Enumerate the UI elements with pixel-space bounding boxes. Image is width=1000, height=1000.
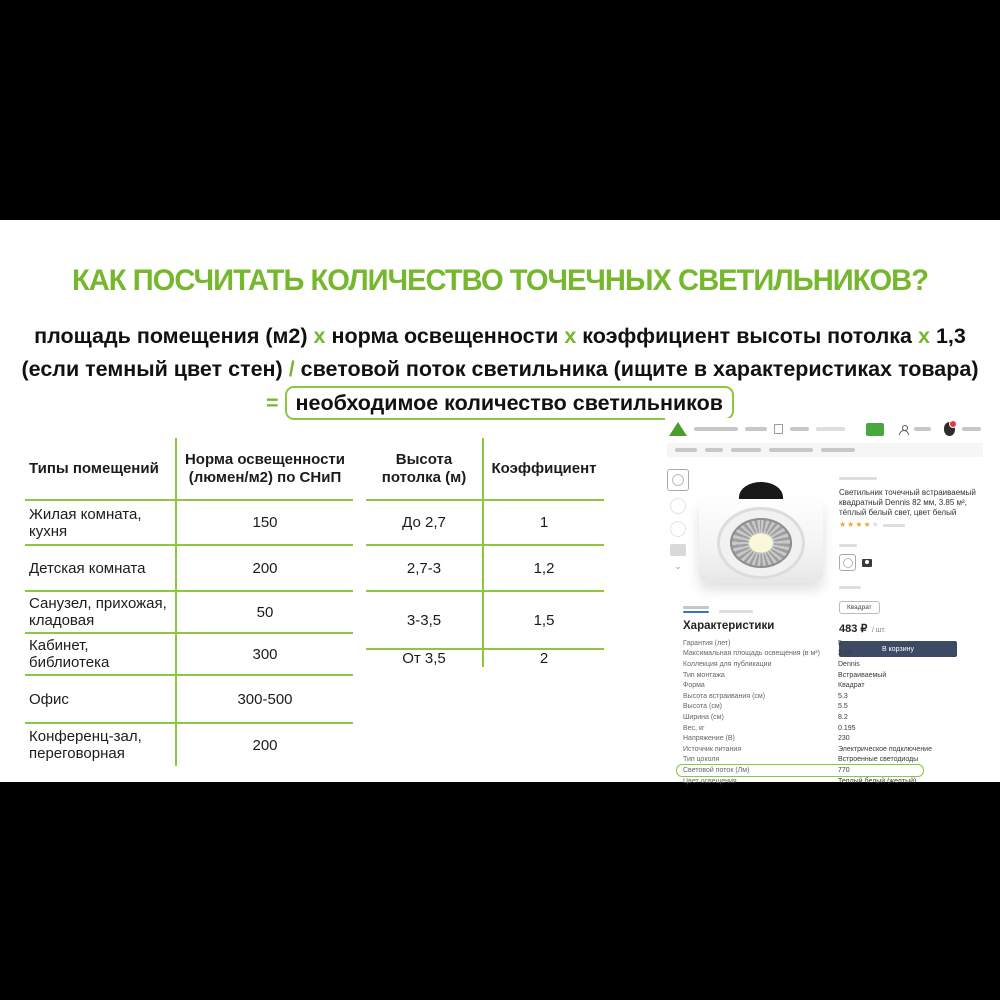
spec-label: Источник питания bbox=[683, 745, 742, 753]
spec-value: Теплый белый (желтый) bbox=[838, 777, 917, 785]
table-cell: 300 bbox=[252, 645, 278, 663]
spec-row bbox=[665, 744, 985, 755]
camera-icon[interactable] bbox=[862, 559, 872, 567]
spec-value: Квадрат bbox=[838, 682, 865, 690]
table-cell: Конференц-зал, переговорная bbox=[25, 724, 177, 766]
table-header-row bbox=[366, 438, 604, 501]
specs-list bbox=[665, 638, 985, 786]
spec-row bbox=[665, 723, 985, 734]
spec-label: Форма bbox=[683, 682, 705, 690]
column-header-room-types: Типы помещений bbox=[25, 438, 177, 499]
price-value: 483 ₽ bbox=[839, 623, 868, 635]
spec-label: Световой поток (Лм) bbox=[683, 766, 750, 774]
add-to-cart-button[interactable]: В корзину bbox=[839, 641, 957, 657]
shop-header bbox=[665, 418, 985, 440]
star-rating[interactable]: ★★★★★ bbox=[839, 520, 981, 529]
spec-row bbox=[665, 670, 985, 681]
spec-value: 5 bbox=[838, 639, 842, 647]
table-cell: 1,2 bbox=[533, 559, 555, 577]
divide-operator: / bbox=[288, 357, 295, 381]
spec-value: Dennis bbox=[838, 660, 860, 668]
table-row bbox=[366, 501, 604, 546]
table-row bbox=[25, 634, 353, 676]
formula-part-flux: световой поток светильника (ищите в характеристиках товара) bbox=[300, 357, 979, 381]
thumbnail[interactable] bbox=[670, 498, 686, 514]
spec-label: Коллекция для публикации bbox=[683, 660, 772, 668]
spec-value: 3.85 bbox=[838, 650, 852, 658]
spec-row bbox=[665, 712, 985, 723]
city-selector-skeleton[interactable] bbox=[694, 427, 738, 431]
search-input[interactable] bbox=[816, 427, 845, 431]
spec-label: Тип монтажа bbox=[683, 671, 725, 679]
spec-value: Встраиваемый bbox=[838, 671, 887, 679]
spec-value: 230 bbox=[838, 735, 850, 743]
table-cell: 200 bbox=[252, 559, 278, 577]
catalog-link-skeleton[interactable] bbox=[790, 427, 809, 431]
table-cell: 3-3,5 bbox=[366, 592, 484, 648]
spec-value: 8.2 bbox=[838, 713, 848, 721]
equals-operator: = bbox=[265, 391, 279, 415]
page-title: КАК ПОСЧИТАТЬ КОЛИЧЕСТВО ТОЧЕЧНЫХ СВЕТИЛЬНИКОВ? bbox=[71, 264, 929, 297]
price bbox=[839, 619, 981, 637]
profile-icon[interactable] bbox=[899, 425, 907, 434]
specs-heading: Характеристики bbox=[683, 620, 775, 632]
table-cell: 1 bbox=[539, 514, 549, 531]
table-cell: 1,5 bbox=[533, 611, 555, 629]
spec-label: Высота (см) bbox=[683, 703, 722, 711]
breadcrumb[interactable] bbox=[667, 443, 983, 457]
formula-text bbox=[15, 320, 985, 420]
formula-part-area: площадь помещения (м2) bbox=[34, 324, 308, 348]
letterbox-top bbox=[0, 0, 1000, 220]
stores-link-skeleton[interactable] bbox=[745, 427, 767, 431]
spec-row bbox=[665, 776, 985, 787]
column-header-light-norm: Норма освещенности (люмен/м2) по СНиП bbox=[184, 450, 346, 486]
multiply-operator: x bbox=[564, 324, 577, 348]
table-cell: Офис bbox=[25, 676, 177, 722]
table-cell: От 3,5 bbox=[366, 650, 484, 667]
table-cell: Кабинет, библиотека bbox=[25, 634, 177, 674]
form-option-label-skeleton bbox=[839, 586, 861, 589]
table-cell: Жилая комната, кухня bbox=[25, 501, 177, 544]
reviews-count-skeleton[interactable] bbox=[883, 524, 905, 527]
table-row bbox=[366, 546, 604, 592]
table-cell: 200 bbox=[252, 736, 278, 754]
spec-row-highlighted bbox=[677, 765, 923, 776]
table-row bbox=[366, 592, 604, 650]
table-cell: До 2,7 bbox=[366, 501, 484, 544]
spec-row bbox=[665, 691, 985, 702]
column-header-coefficient: Коэффициент bbox=[491, 459, 597, 477]
table-cell: 2 bbox=[539, 650, 549, 667]
search-button[interactable] bbox=[866, 423, 885, 436]
article-skeleton bbox=[839, 477, 877, 480]
product-title: Светильник точечный встраиваемый квадратный Dennis 82 мм, 3.85 м², тёплый белый свет, цвет белый bbox=[839, 488, 976, 517]
thumbnail-strip[interactable] bbox=[665, 465, 691, 601]
spec-row bbox=[665, 755, 985, 766]
table-cell: 50 bbox=[256, 603, 274, 621]
table-row bbox=[366, 650, 604, 667]
thumbnail-selected[interactable] bbox=[667, 469, 689, 491]
formula-part-coefficient: коэффициент высоты потолка bbox=[582, 324, 912, 348]
table-header-row bbox=[25, 438, 353, 501]
cart-label-skeleton bbox=[962, 427, 981, 431]
letterbox-bottom bbox=[0, 782, 1000, 1000]
product-info bbox=[833, 465, 985, 653]
spec-label: Гарантия (лет) bbox=[683, 639, 731, 647]
room-norms-table bbox=[25, 438, 353, 766]
spec-label: Ширина (см) bbox=[683, 713, 724, 721]
norms-tables bbox=[25, 438, 604, 766]
spec-value: 770 bbox=[838, 766, 850, 774]
spec-value: Встроенные светодиоды bbox=[838, 756, 919, 764]
product-page-screenshot bbox=[665, 418, 985, 785]
cart-icon[interactable] bbox=[944, 422, 956, 436]
multiply-operator: x bbox=[917, 324, 930, 348]
spec-label: Тип цоколя bbox=[683, 756, 720, 764]
color-option-label-skeleton bbox=[839, 544, 857, 547]
formula-result-box: необходимое количество светильников bbox=[285, 386, 735, 420]
table-row bbox=[25, 592, 353, 634]
column-header-ceiling-height: Высота потолка (м) bbox=[366, 438, 484, 499]
table-cell: Детская комната bbox=[25, 546, 177, 590]
spec-label: Напряжение (В) bbox=[683, 735, 735, 743]
spec-row bbox=[665, 680, 985, 691]
table-cell: 150 bbox=[252, 514, 278, 531]
chevron-down-icon[interactable]: ⌄ bbox=[674, 561, 682, 571]
spec-row bbox=[665, 733, 985, 744]
formula-part-norm: норма освещенности bbox=[331, 324, 559, 348]
table-row bbox=[25, 676, 353, 724]
spec-label: Высота встраивания (см) bbox=[683, 692, 766, 700]
form-option-chip[interactable]: Квадрат bbox=[839, 601, 880, 614]
table-row bbox=[25, 546, 353, 592]
table-row bbox=[25, 724, 353, 766]
spec-row bbox=[665, 649, 985, 660]
spec-row bbox=[665, 659, 985, 670]
spec-row bbox=[665, 638, 985, 649]
table-cell: 2,7-3 bbox=[366, 546, 484, 590]
spec-label: Вес, кг bbox=[683, 724, 705, 732]
table-row bbox=[25, 501, 353, 546]
shop-logo-icon[interactable] bbox=[669, 422, 687, 436]
spec-value: 0.195 bbox=[838, 724, 856, 732]
spotlight-drawing bbox=[699, 499, 823, 583]
product-image[interactable] bbox=[691, 465, 833, 601]
ceiling-coefficient-table bbox=[366, 438, 604, 766]
spec-label: Максимальная площадь освещения (в м²) bbox=[683, 650, 820, 658]
multiply-operator: x bbox=[313, 324, 326, 348]
price-unit: / шт. bbox=[871, 627, 886, 634]
table-cell: 300-500 bbox=[237, 690, 293, 708]
thumbnail[interactable] bbox=[670, 521, 686, 537]
profile-label-skeleton bbox=[914, 427, 931, 431]
thumbnail[interactable] bbox=[670, 544, 686, 556]
spec-value: Электрическое подключение bbox=[838, 745, 932, 753]
table-cell: Санузел, прихожая, кладовая bbox=[25, 592, 177, 632]
spec-value: 5.3 bbox=[838, 692, 848, 700]
catalog-icon[interactable] bbox=[774, 424, 784, 434]
formula-part-dark-walls: 1,3 (если темный цвет стен) bbox=[21, 324, 966, 381]
spec-value: 5.5 bbox=[838, 703, 848, 711]
spec-row bbox=[665, 702, 985, 713]
color-swatch[interactable] bbox=[839, 554, 856, 571]
cart-badge bbox=[949, 420, 957, 428]
spec-label: Цвет освещения bbox=[683, 777, 737, 785]
